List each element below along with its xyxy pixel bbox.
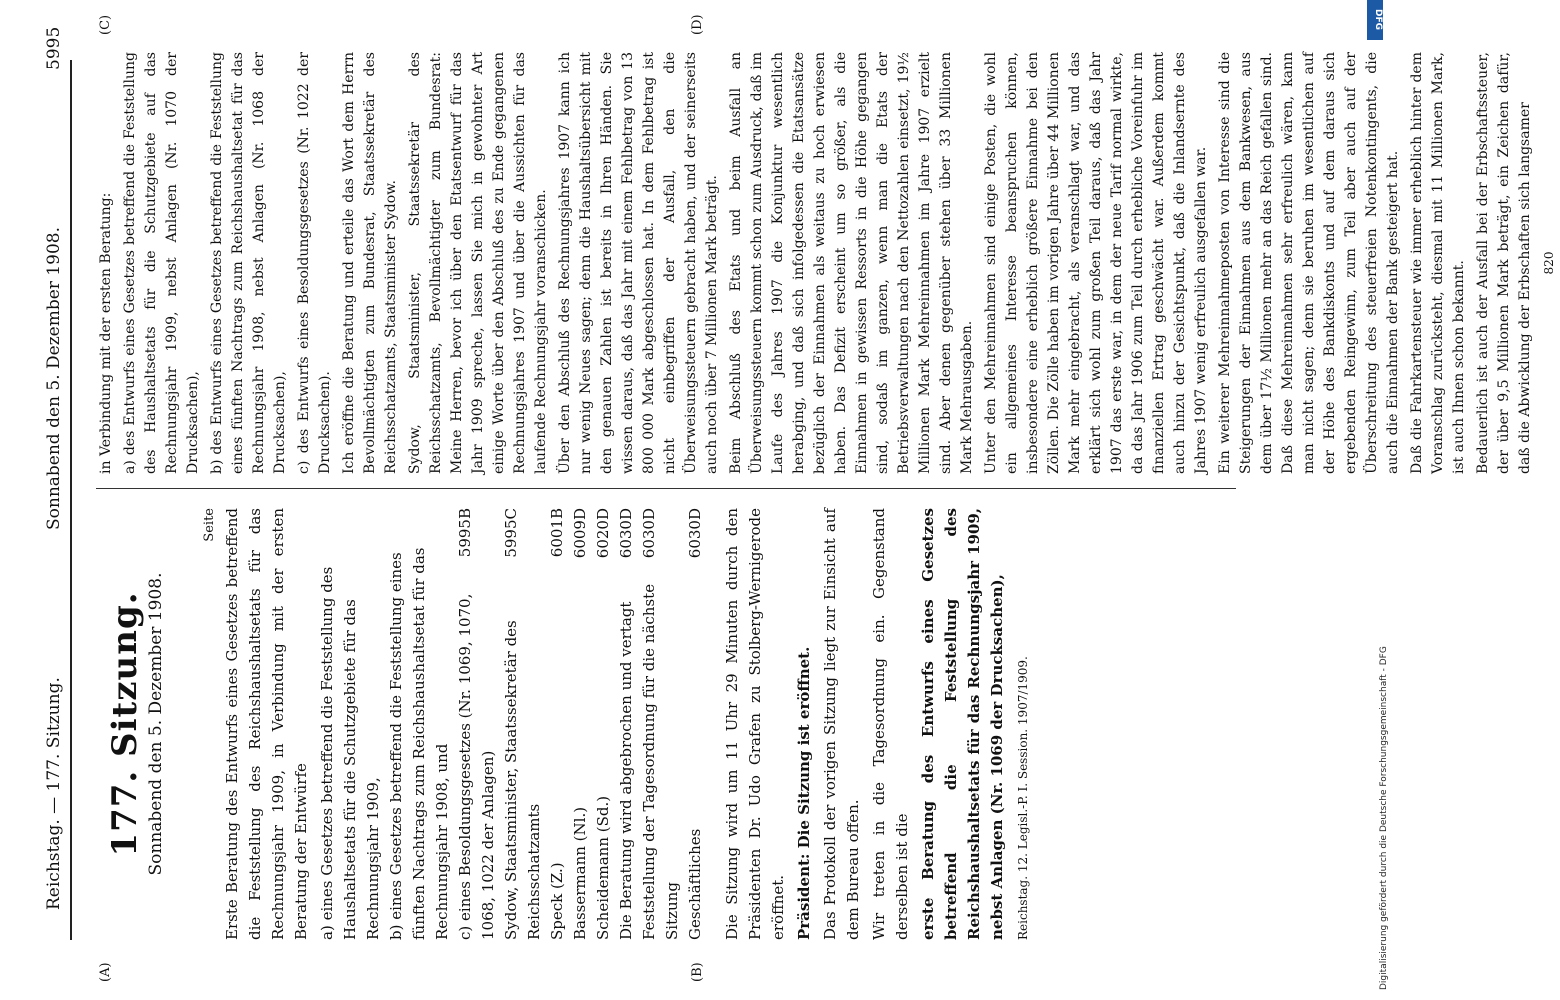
margin-mark-b: (B) bbox=[690, 962, 705, 982]
credit-text: Digitalisierung gefördert durch die Deutsche Forschungsgemeinschaft - DFG bbox=[1379, 646, 1389, 990]
president-line-2: Das Protokoll der vorigen Sitzung liegt zur Einsicht auf dem Bureau offen. bbox=[821, 508, 862, 940]
right-para: Bedauerlich ist auch der Ausfall bei der Erbschaftssteuer, der über 9,5 Millionen Mark beträgt, ein Zeichen dafür, daß die Abwicklung der Erbschaften sich langsamer bbox=[1475, 52, 1533, 474]
right-para: b) des Entwurfs eines Gesetzes betreffend die Feststellung eines fünften Nachtrags zum Reichshaushaltsetat für das Rechnungsjahr 1908, nebst Anlagen (Nr. 1068 der Drucksachen), bbox=[209, 52, 288, 474]
header-left: Reichstag. — 177. Sitzung. bbox=[44, 677, 64, 910]
margin-mark-a: (A) bbox=[98, 962, 113, 982]
toc-item: Scheidemann (Sd.) 6020D bbox=[594, 508, 612, 940]
toc-item: a) eines Gesetzes betreffend die Feststellung des Haushaltsetats für die Schutzgebiete für das Rechnungsjahr 1909, bbox=[318, 566, 382, 940]
column-divider bbox=[96, 488, 1236, 489]
credit-strip bbox=[1365, 0, 1389, 1000]
toc-item: Die Beratung wird abgebrochen und vertagt 6030D bbox=[617, 508, 635, 940]
page-header bbox=[0, 0, 64, 1000]
right-column bbox=[96, 52, 1560, 474]
page-number: 5995 bbox=[44, 26, 64, 70]
toc-item: Feststellung der Tagesordnung für die nächste Sitzung 6030D bbox=[640, 508, 681, 940]
seite-label: Seite bbox=[202, 508, 217, 542]
session-title: 177. Sitzung. bbox=[105, 591, 145, 857]
session-date: Sonnabend den 5. Dezember 1908. bbox=[146, 572, 166, 876]
agenda-intro: Erste Beratung des Entwurfs eines Gesetzes betreffend die Feststellung des Reichshaushaltsetats für das Rechnungsjahr 1909, in Verbindung mit der ersten Beratung der Entwürfe bbox=[223, 508, 310, 940]
right-para: Beim Abschluß des Etats und beim Ausfall an Überweisungssteuern kommt schon zum Ausdruck, daß im Laufe des Jahres 1907 die Konjunktur wesentlich herabging, und daß sich infolgedessen die Etatsansätze bezüglich der Einnahmen als weitaus zu hoch erwiesen haben. Das Defizit erscheint um so größer, als die Einnahmen in gewissen Ressorts in die Höhe gegangen sind, sodaß im ganzen, wenn man die Etats der Betriebsverwaltungen nach den Nettozahlen einsetzt, 19½ Millionen Mark Mehreinnahmen im Jahre 1907 erzielt sind. Aber denen gegenüber stehen über 33 Millionen Mark Mehrausgaben. bbox=[728, 52, 975, 474]
toc-item: Sydow, Staatsminister, Staatssekretär des Reichsschatzamts 5995C bbox=[502, 508, 543, 940]
toc-item: c) eines Besoldungsgesetzes (Nr. 1069, 1070, 1068, 1022 der Anlagen) 5995B bbox=[456, 508, 497, 940]
right-para: c) des Entwurfs eines Besoldungsgesetzes (Nr. 1022 der Drucksachen). bbox=[296, 52, 333, 474]
dfg-logo: DFG bbox=[1367, 0, 1383, 40]
right-para: Sydow, Staatsminister, Staatssekretär des Reichsschatzamts, Bevollmächtigter zum Bundesrat: Meine Herren, bevor ich über den Etatsentwurf für das Jahr 1909 spreche, lassen Sie mich in gewohnter Art einige Worte über den Abschluß des zu Ende gegangenen Rechnungsjahres 1907 und über die Aussichten für das laufende Rechnungsjahr voranschicken. bbox=[407, 52, 549, 474]
right-para: Über den Abschluß des Rechnungsjahres 1907 kann ich nur wenig Neues sagen; denn die Haushaltsübersicht mit den genauen Zahlen ist bereits in Ihren Händen. Sie wissen daraus, daß das Jahr mit einem Fehlbetrag von 13 800 000 Mark abgeschlossen hat. In dem Fehlbetrag ist nicht einbegriffen der Ausfall, den die Überweisungssteuern gebracht haben, und der seinerseits auch noch über 7 Millionen Mark beträgt. bbox=[557, 52, 720, 474]
toc-item: Speck (Z.) 6001B bbox=[548, 508, 566, 940]
toc-item: b) eines Gesetzes betreffend die Feststellung eines fünften Nachtrags zum Reichshaushaltsetat für das Rechnungsjahr 1908, und bbox=[387, 547, 451, 940]
president-line-1: Präsident: Die Sitzung ist eröffnet. bbox=[795, 646, 813, 940]
president-line-3: Wir treten in die Tagesordnung ein. Gegenstand derselben ist die bbox=[870, 508, 911, 940]
margin-mark-c: (C) bbox=[98, 14, 113, 35]
right-para: a) des Entwurfs eines Gesetzes betreffend die Feststellung des Haushaltsetats für die Schutzgebiete auf das Rechnungsjahr 1909, nebst Anlagen (Nr. 1070 der Drucksachen), bbox=[122, 52, 201, 474]
right-para: Daß die Fahrkartensteuer wie immer erheblich hinter dem Voranschlag zurücksteht, diesmal mit 11 Millionen Mark, ist auch Ihnen schon bekannt. bbox=[1409, 52, 1467, 474]
footer-signature: 820 bbox=[1542, 251, 1556, 275]
opening-text: Die Sitzung wird um 11 Uhr 29 Minuten durch den Präsidenten Dr. Udo Grafen zu Stolberg-Wernigerode eröffnet. bbox=[723, 508, 787, 940]
right-para: Ein weiterer Mehreinnahmeposten von Interesse sind die Steigerungen der Einnahmen aus dem Bankwesen, aus dem über 17½ Millionen mehr an das Reich gefallen sind. Daß diese Mehreinnahmen sehr erfreulich wären, kann man nicht sagen; denn sie beruhen im wesentlichen auf der Höhe des Bankdiskonts und auf dem daraus sich ergebenden Reingewinn, zum Teil aber auch auf der Überschreitung des steuerfreien Notenkontingents, die auch die Einnahmen der Bank gesteigert hat. bbox=[1217, 52, 1401, 474]
right-para: in Verbindung mit der ersten Beratung: bbox=[98, 192, 114, 474]
page-footer: Reichstag. 12. Legisl.-P. I. Session. 1907/1909. bbox=[1016, 656, 1030, 940]
header-center: Sonnabend den 5. Dezember 1908. bbox=[44, 227, 64, 530]
header-rule bbox=[70, 60, 72, 940]
margin-mark-d: (D) bbox=[690, 14, 705, 35]
right-para: Ich eröffne die Beratung und erteile das Wort dem Herrn Bevollmächtigten zum Bundesrat, Staatssekretär des Reichsschatzamts, Staatsminister Sydow. bbox=[341, 52, 399, 474]
right-para: Unter den Mehreinnahmen sind einige Posten, die wohl ein allgemeines Interesse beanspruchen können, insbesondere eine erheblich größere Einnahme bei den Zöllen. Die Zölle haben im vorigen Jahre über 44 Millionen Mark mehr eingebracht, als veranschlagt war, und das erklärt sich wohl zum großen Teil daraus, daß das Jahr 1907 das erste war, in dem der neue Tarif normal wirkte, da das Jahr 1906 zum Teil durch erhebliche Voreinfuhr im finanziellen Ertrag geschwächt war. Außerdem kommt auch hinzu der Gesichtspunkt, daß die Inlandsernte des Jahres 1907 wenig erfreulich ausgefallen war. bbox=[983, 52, 1209, 474]
president-line-4: erste Beratung des Entwurfs eines Gesetzes betreffend die Feststellung des Reichshaushaltsetats für das Rechnungsjahr 1909, nebst Anlagen (Nr. 1069 der Drucksachen), bbox=[919, 508, 1006, 940]
toc-item: Geschäftliches 6030D bbox=[686, 508, 704, 940]
left-column bbox=[96, 508, 1035, 940]
table-of-contents bbox=[316, 508, 707, 940]
toc-item: Bassermann (Nl.) 6009D bbox=[571, 508, 589, 940]
